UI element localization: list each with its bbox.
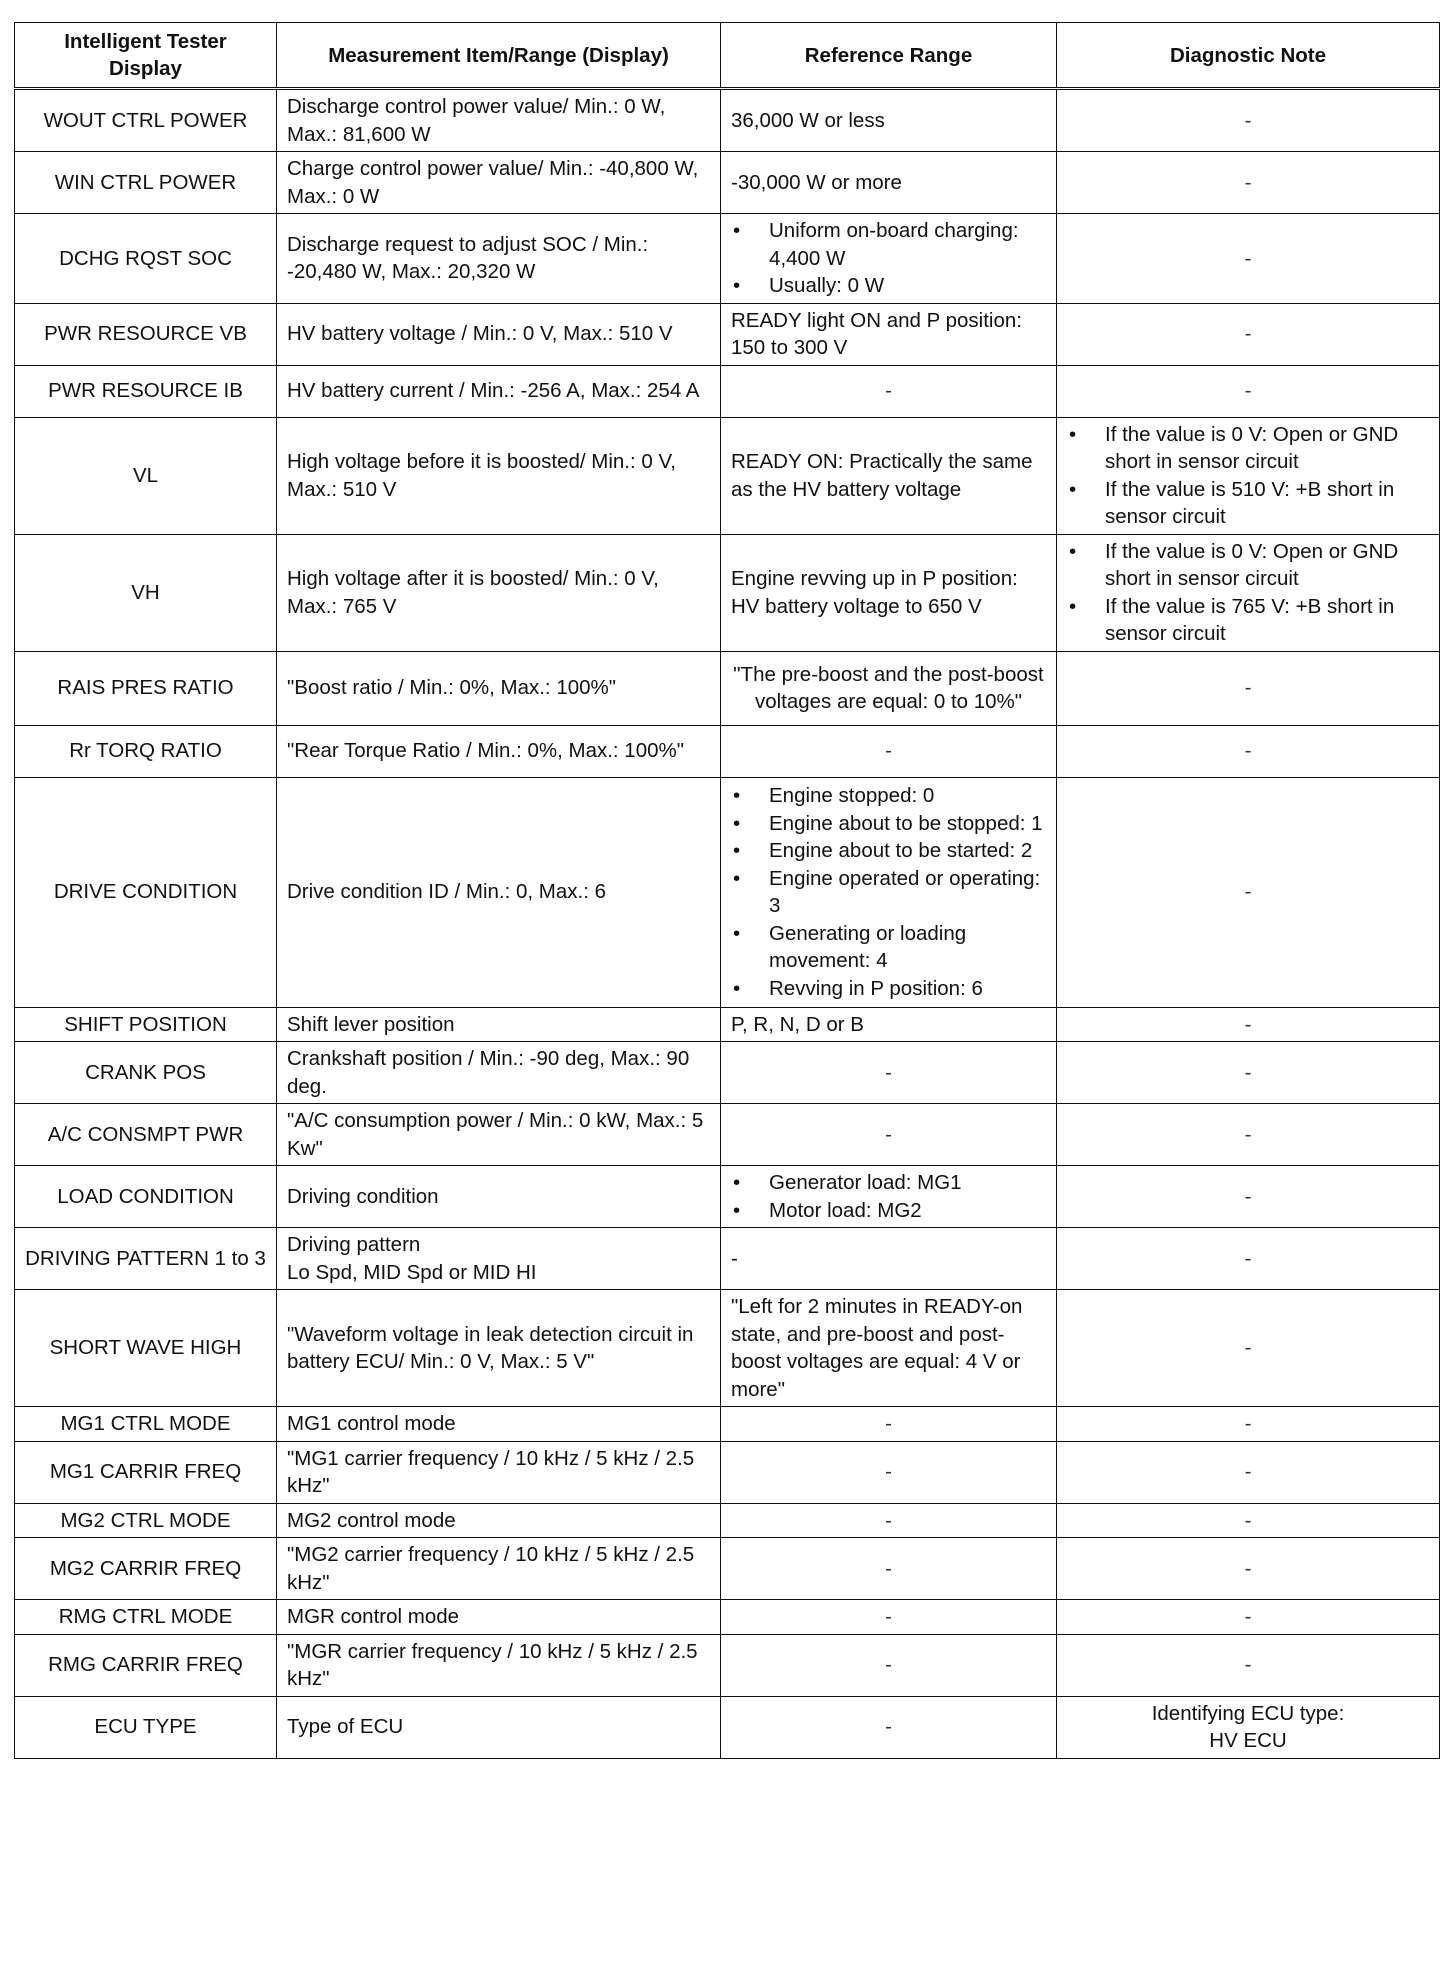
- measurement-cell: Crankshaft position / Min.: -90 deg, Max.: 90 deg.: [277, 1042, 721, 1104]
- table-row: [15, 417, 1440, 534]
- note-list: [1067, 538, 1429, 648]
- diagnostic-note-cell: [1057, 1696, 1440, 1758]
- reference-range-cell: -: [721, 1228, 1057, 1290]
- data-list-table: [14, 22, 1440, 1759]
- note-list-item: • If the value is 0 V: Open or GND short in sensor circuit: [1067, 538, 1429, 593]
- table-row: [15, 214, 1440, 304]
- measurement-cell: Charge control power value/ Min.: -40,800 W, Max.: 0 W: [277, 152, 721, 214]
- reference-range-cell: "The pre-boost and the post-boost voltages are equal: 0 to 10%": [721, 651, 1057, 725]
- tester-display-cell: DRIVING PATTERN 1 to 3: [15, 1228, 277, 1290]
- reference-range-cell: -: [721, 1538, 1057, 1600]
- reference-list: [731, 1169, 1046, 1224]
- measurement-cell: [277, 1228, 721, 1290]
- table-row: [15, 1042, 1440, 1104]
- table-row: [15, 89, 1440, 152]
- tester-display-cell: MG1 CTRL MODE: [15, 1407, 277, 1442]
- reference-range-cell: [721, 777, 1057, 1007]
- tester-display-cell: PWR RESOURCE IB: [15, 365, 277, 417]
- reference-range-cell: -: [721, 1441, 1057, 1503]
- reference-list-item: • Generating or loading movement: 4: [731, 920, 1046, 975]
- reference-list-item: • Engine operated or operating: 3: [731, 865, 1046, 920]
- tester-display-cell: A/C CONSMPT PWR: [15, 1104, 277, 1166]
- reference-range-cell: -: [721, 1696, 1057, 1758]
- tester-display-cell: MG2 CTRL MODE: [15, 1503, 277, 1538]
- tester-display-cell: DCHG RQST SOC: [15, 214, 277, 304]
- reference-range-cell: -: [721, 1634, 1057, 1696]
- measurement-cell: Shift lever position: [277, 1007, 721, 1042]
- diagnostic-note-cell: -: [1057, 303, 1440, 365]
- measurement-cell: High voltage after it is boosted/ Min.: 0 V, Max.: 765 V: [277, 534, 721, 651]
- diagnostic-note-cell: -: [1057, 1104, 1440, 1166]
- measurement-cell: Drive condition ID / Min.: 0, Max.: 6: [277, 777, 721, 1007]
- table-row: [15, 1166, 1440, 1228]
- diagnostic-note-cell: -: [1057, 1600, 1440, 1635]
- measurement-cell: Driving condition: [277, 1166, 721, 1228]
- table-row: [15, 1290, 1440, 1407]
- diagnostic-note-cell: -: [1057, 1166, 1440, 1228]
- measurement-cell: HV battery current / Min.: -256 A, Max.: 254 A: [277, 365, 721, 417]
- reference-range-cell: 36,000 W or less: [721, 89, 1057, 152]
- table-row: [15, 1441, 1440, 1503]
- table-row: [15, 1600, 1440, 1635]
- table-row: [15, 1407, 1440, 1442]
- diagnostic-note-cell: -: [1057, 1503, 1440, 1538]
- measurement-cell: "A/C consumption power / Min.: 0 kW, Max.: 5 Kw": [277, 1104, 721, 1166]
- reference-range-cell: [721, 214, 1057, 304]
- tester-display-cell: DRIVE CONDITION: [15, 777, 277, 1007]
- measurement-cell: "Waveform voltage in leak detection circuit in battery ECU/ Min.: 0 V, Max.: 5 V": [277, 1290, 721, 1407]
- measurement-cell: MGR control mode: [277, 1600, 721, 1635]
- table-row: [15, 1538, 1440, 1600]
- diagnostic-note-cell: [1057, 534, 1440, 651]
- reference-range-cell: -30,000 W or more: [721, 152, 1057, 214]
- reference-range-cell: -: [721, 725, 1057, 777]
- reference-range-cell: -: [721, 1600, 1057, 1635]
- reference-range-cell: P, R, N, D or B: [721, 1007, 1057, 1042]
- table-header: [15, 23, 1440, 89]
- diagnostic-note-cell: -: [1057, 214, 1440, 304]
- note-list-item: • If the value is 0 V: Open or GND short in sensor circuit: [1067, 421, 1429, 476]
- reference-range-cell: -: [721, 1042, 1057, 1104]
- tester-display-cell: RAIS PRES RATIO: [15, 651, 277, 725]
- diagnostic-note-cell: [1057, 417, 1440, 534]
- table-row: [15, 1104, 1440, 1166]
- table-row: [15, 1634, 1440, 1696]
- reference-list: [731, 217, 1046, 300]
- tester-display-cell: RMG CARRIR FREQ: [15, 1634, 277, 1696]
- tester-display-cell: WIN CTRL POWER: [15, 152, 277, 214]
- reference-list-item: • Generator load: MG1: [731, 1169, 1046, 1197]
- note-list: [1067, 421, 1429, 531]
- reference-range-cell: -: [721, 1503, 1057, 1538]
- reference-range-cell: -: [721, 365, 1057, 417]
- tester-display-cell: PWR RESOURCE VB: [15, 303, 277, 365]
- diagnostic-note-cell: -: [1057, 1538, 1440, 1600]
- table-row: [15, 651, 1440, 725]
- diagnostic-note-cell: -: [1057, 725, 1440, 777]
- table-row: [15, 303, 1440, 365]
- header-tester-display: Intelligent Tester Display: [15, 23, 277, 89]
- tester-display-cell: LOAD CONDITION: [15, 1166, 277, 1228]
- measurement-cell: "MG1 carrier frequency / 10 kHz / 5 kHz / 2.5 kHz": [277, 1441, 721, 1503]
- reference-list-item: • Motor load: MG2: [731, 1197, 1046, 1225]
- tester-display-cell: MG1 CARRIR FREQ: [15, 1441, 277, 1503]
- note-line: Identifying ECU type:: [1151, 1701, 1345, 1725]
- tester-display-cell: VH: [15, 534, 277, 651]
- tester-display-cell: MG2 CARRIR FREQ: [15, 1538, 277, 1600]
- header-reference-range: Reference Range: [721, 23, 1057, 89]
- reference-list: [731, 782, 1046, 1002]
- reference-range-cell: Engine revving up in P position: HV battery voltage to 650 V: [721, 534, 1057, 651]
- measurement-cell: "Rear Torque Ratio / Min.: 0%, Max.: 100%": [277, 725, 721, 777]
- note-list-item: • If the value is 510 V: +B short in sensor circuit: [1067, 476, 1429, 531]
- reference-list-item: • Engine stopped: 0: [731, 782, 1046, 810]
- diagnostic-note-cell: -: [1057, 1042, 1440, 1104]
- diagnostic-note-cell: -: [1057, 89, 1440, 152]
- table-row: [15, 777, 1440, 1007]
- measurement-cell: Discharge request to adjust SOC / Min.: -20,480 W, Max.: 20,320 W: [277, 214, 721, 304]
- tester-display-cell: ECU TYPE: [15, 1696, 277, 1758]
- table-row: [15, 1696, 1440, 1758]
- reference-list-item: • Uniform on-board charging: 4,400 W: [731, 217, 1046, 272]
- diagnostic-note-cell: -: [1057, 777, 1440, 1007]
- diagnostic-note-cell: -: [1057, 1228, 1440, 1290]
- measurement-cell: "MG2 carrier frequency / 10 kHz / 5 kHz / 2.5 kHz": [277, 1538, 721, 1600]
- tester-display-cell: SHIFT POSITION: [15, 1007, 277, 1042]
- diagnostic-note-cell: -: [1057, 1634, 1440, 1696]
- table-row: [15, 1007, 1440, 1042]
- measurement-cell: HV battery voltage / Min.: 0 V, Max.: 510 V: [277, 303, 721, 365]
- tester-display-cell: RMG CTRL MODE: [15, 1600, 277, 1635]
- measurement-line: Driving pattern: [287, 1233, 421, 1256]
- note-list-item: • If the value is 765 V: +B short in sensor circuit: [1067, 593, 1429, 648]
- diagnostic-note-cell: -: [1057, 1290, 1440, 1407]
- measurement-cell: Type of ECU: [277, 1696, 721, 1758]
- measurement-cell: MG2 control mode: [277, 1503, 721, 1538]
- measurement-line: Lo Spd, MID Spd or MID HI: [287, 1260, 537, 1284]
- reference-range-cell: -: [721, 1104, 1057, 1166]
- tester-display-cell: Rr TORQ RATIO: [15, 725, 277, 777]
- diagnostic-note-cell: -: [1057, 152, 1440, 214]
- table-row: [15, 1228, 1440, 1290]
- diagnostic-note-cell: -: [1057, 1407, 1440, 1442]
- header-diagnostic-note: Diagnostic Note: [1057, 23, 1440, 89]
- measurement-cell: High voltage before it is boosted/ Min.: 0 V, Max.: 510 V: [277, 417, 721, 534]
- measurement-cell: Discharge control power value/ Min.: 0 W, Max.: 81,600 W: [277, 89, 721, 152]
- tester-display-cell: VL: [15, 417, 277, 534]
- reference-list-item: • Engine about to be started: 2: [731, 837, 1046, 865]
- header-measurement-item: Measurement Item/Range (Display): [277, 23, 721, 89]
- table-row: [15, 725, 1440, 777]
- reference-list-item: • Engine about to be stopped: 1: [731, 810, 1046, 838]
- document-page: [14, 22, 1439, 1759]
- reference-range-cell: "Left for 2 minutes in READY-on state, and pre-boost and post-boost voltages are equal: 4 V or more": [721, 1290, 1057, 1407]
- measurement-cell: MG1 control mode: [277, 1407, 721, 1442]
- table-body: [15, 89, 1440, 1759]
- reference-list-item: • Usually: 0 W: [731, 272, 1046, 300]
- note-line: HV ECU: [1209, 1729, 1287, 1752]
- table-row: [15, 1503, 1440, 1538]
- tester-display-cell: CRANK POS: [15, 1042, 277, 1104]
- table-row: [15, 152, 1440, 214]
- reference-range-cell: READY light ON and P position: 150 to 300 V: [721, 303, 1057, 365]
- diagnostic-note-cell: -: [1057, 1441, 1440, 1503]
- measurement-cell: "Boost ratio / Min.: 0%, Max.: 100%": [277, 651, 721, 725]
- reference-range-cell: -: [721, 1407, 1057, 1442]
- table-row: [15, 365, 1440, 417]
- table-row: [15, 534, 1440, 651]
- tester-display-cell: SHORT WAVE HIGH: [15, 1290, 277, 1407]
- reference-range-cell: READY ON: Practically the same as the HV battery voltage: [721, 417, 1057, 534]
- diagnostic-note-cell: -: [1057, 1007, 1440, 1042]
- diagnostic-note-cell: -: [1057, 365, 1440, 417]
- header-row: [15, 23, 1440, 89]
- reference-list-item: • Revving in P position: 6: [731, 975, 1046, 1003]
- diagnostic-note-cell: -: [1057, 651, 1440, 725]
- tester-display-cell: WOUT CTRL POWER: [15, 89, 277, 152]
- measurement-cell: "MGR carrier frequency / 10 kHz / 5 kHz / 2.5 kHz": [277, 1634, 721, 1696]
- reference-range-cell: [721, 1166, 1057, 1228]
